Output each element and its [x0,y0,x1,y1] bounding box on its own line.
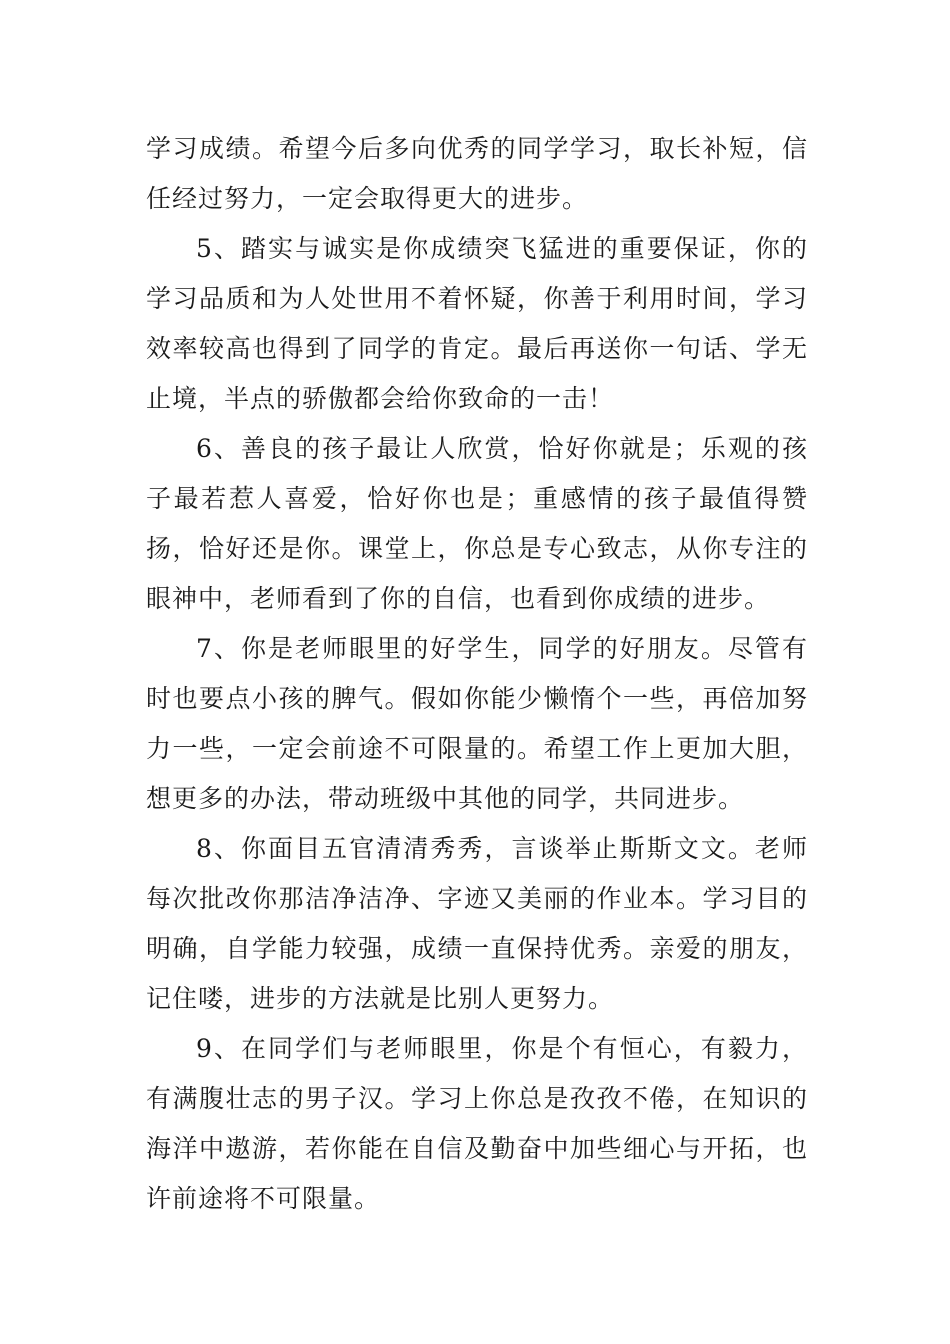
paragraph-item-7: 7、你是老师眼里的好学生，同学的好朋友。尽管有时也要点小孩的脾气。假如你能少懒惰个一些，再倍加努力一些，一定会前途不可限量的。希望工作上更加大胆，想更多的办法，带动班级中其他的同学，共同进步。 [146,634,808,813]
paragraph-continuation: 学习成绩。希望今后多向优秀的同学学习，取长补短，信任经过努力，一定会取得更大的进步。 [146,134,808,213]
paragraph-item-6: 6、善良的孩子最让人欣赏，恰好你就是；乐观的孩子最若惹人喜爱，恰好你也是；重感情的孩子最值得赞扬，恰好还是你。课堂上，你总是专心致志，从你专注的眼神中，老师看到了你的自信，也看到你成绩的进步。 [146,434,808,613]
paragraph-item-9: 9、在同学们与老师眼里，你是个有恒心，有毅力，有满腹壮志的男子汉。学习上你总是孜孜不倦，在知识的海洋中遨游，若你能在自信及勤奋中加些细心与开拓，也许前途将不可限量。 [146,1034,808,1213]
paragraph-item-8: 8、你面目五官清清秀秀，言谈举止斯斯文文。老师每次批改你那洁净洁净、字迹又美丽的作业本。学习目的明确，自学能力较强，成绩一直保持优秀。亲爱的朋友，记住喽，进步的方法就是比别人更努力。 [146,834,808,1013]
paragraph-item-5: 5、踏实与诚实是你成绩突飞猛进的重要保证，你的学习品质和为人处世用不着怀疑，你善于利用时间，学习效率较高也得到了同学的肯定。最后再送你一句话、学无止境，半点的骄傲都会给你致命的一击！ [146,234,808,413]
document-body [146,124,808,1224]
